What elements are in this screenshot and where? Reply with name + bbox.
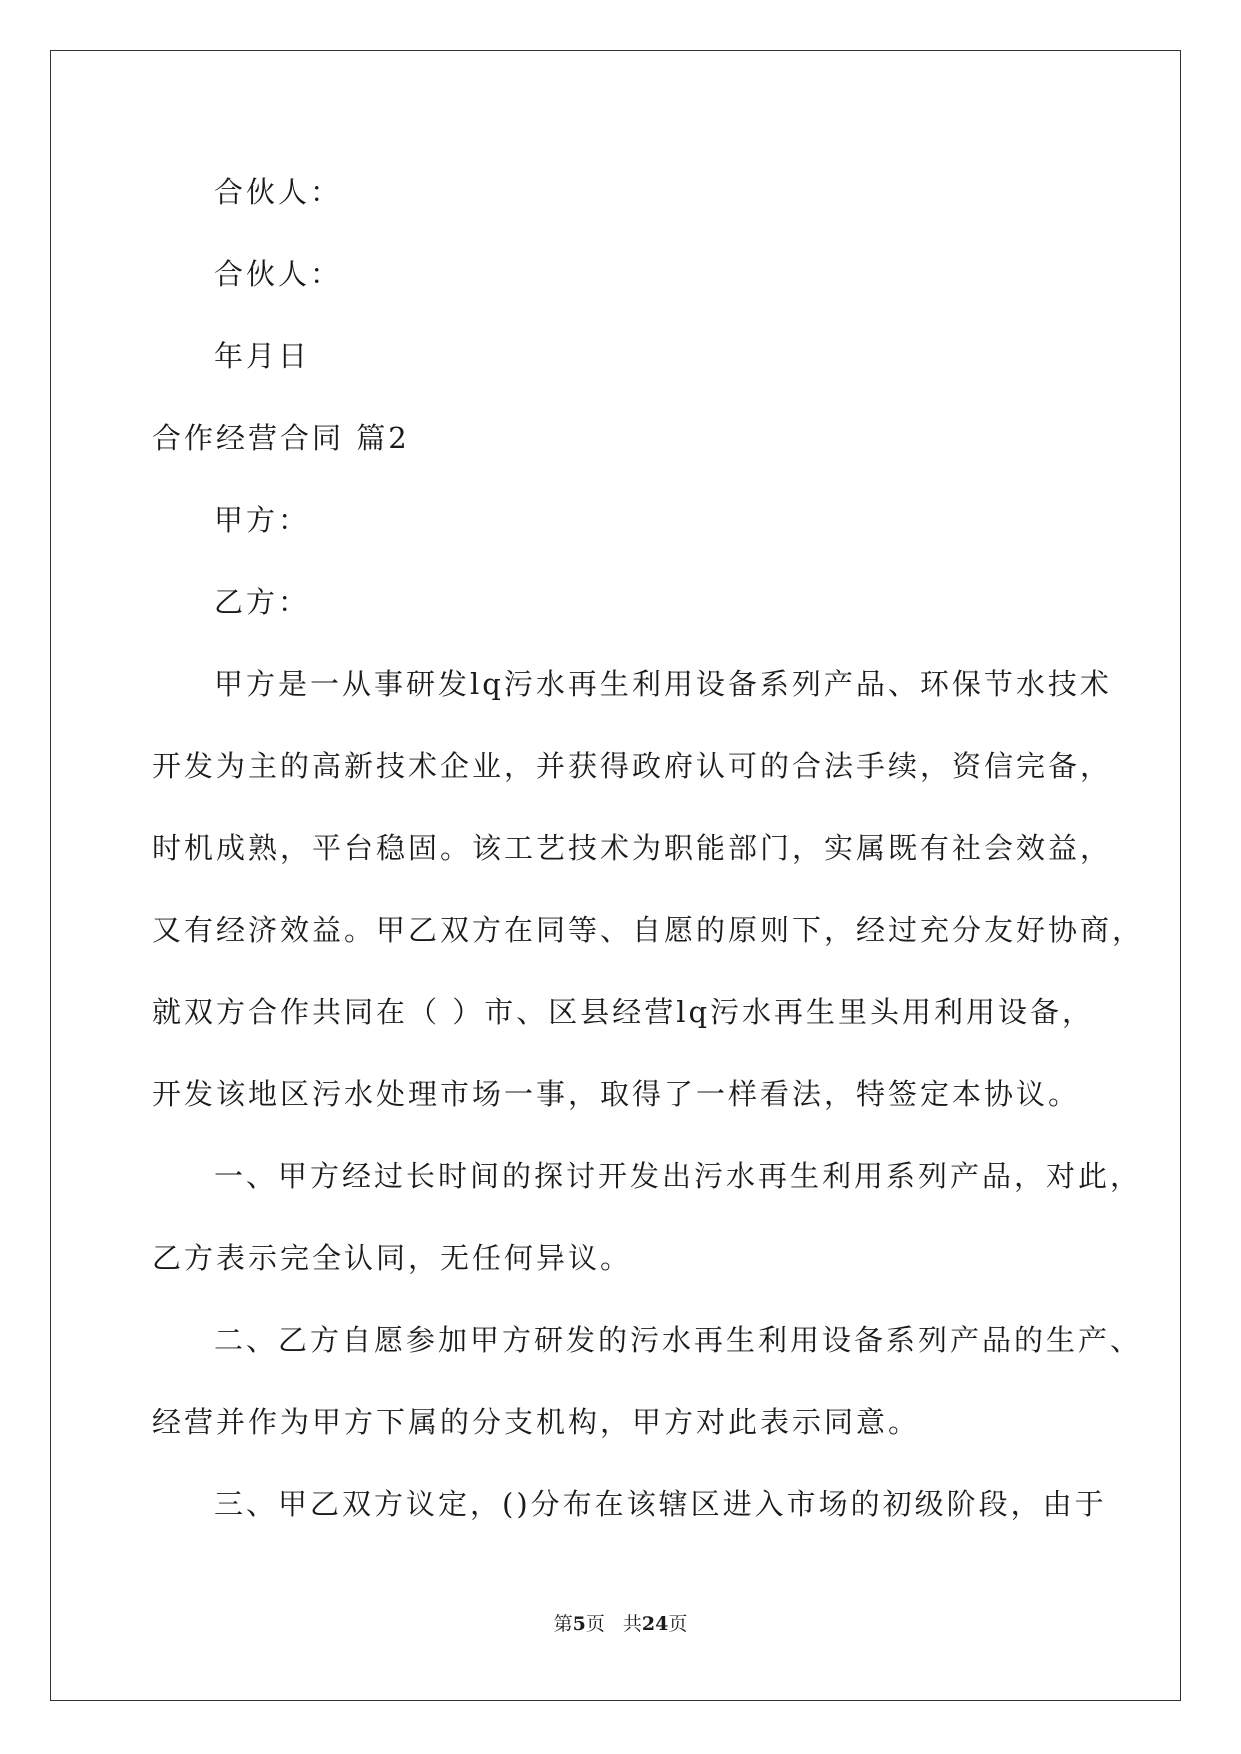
text-line: 合伙人： (214, 175, 343, 209)
text-line: 年月日 (214, 339, 311, 373)
text-line: 三、甲乙双方议定，()分布在该辖区进入市场的初级阶段，由于 (214, 1487, 1107, 1521)
text-line: 合伙人： (214, 257, 343, 291)
page-total: 24 (641, 1613, 669, 1635)
text-line: 开发为主的高新技术企业，并获得政府认可的合法手续，资信完备， (152, 749, 1113, 783)
text-line: 经营并作为甲方下属的分支机构，甲方对此表示同意。 (152, 1405, 921, 1439)
text-line: 乙方表示完全认同，无任何异议。 (152, 1241, 633, 1275)
text-line: 一、甲方经过长时间的探讨开发出污水再生利用系列产品，对此， (214, 1159, 1143, 1193)
page-prefix: 第 (553, 1613, 573, 1635)
page-current: 5 (572, 1613, 586, 1635)
text-line: 时机成熟，平台稳固。该工艺技术为职能部门，实属既有社会效益， (152, 831, 1113, 865)
text-line: 甲方是一从事研发lq污水再生利用设备系列产品、环保节水技术 (214, 667, 1112, 701)
text-line: 就双方合作共同在（ ）市、区县经营lq污水再生里头用利用设备， (152, 995, 1095, 1029)
total-prefix: 共 (622, 1613, 642, 1635)
total-suffix: 页 (668, 1613, 688, 1635)
text-line: 乙方： (214, 585, 311, 619)
section-heading: 合作经营合同 篇2 (152, 421, 410, 455)
text-line: 又有经济效益。甲乙双方在同等、自愿的原则下，经过充分友好协商， (152, 913, 1145, 947)
page-footer (0, 1609, 1241, 1636)
text-line: 甲方： (214, 503, 311, 537)
page-suffix: 页 (585, 1613, 605, 1635)
text-line: 开发该地区污水处理市场一事，取得了一样看法，特签定本协议。 (152, 1077, 1081, 1111)
text-line: 二、乙方自愿参加甲方研发的污水再生利用设备系列产品的生产、 (214, 1323, 1143, 1357)
document-body (152, 166, 1145, 1560)
